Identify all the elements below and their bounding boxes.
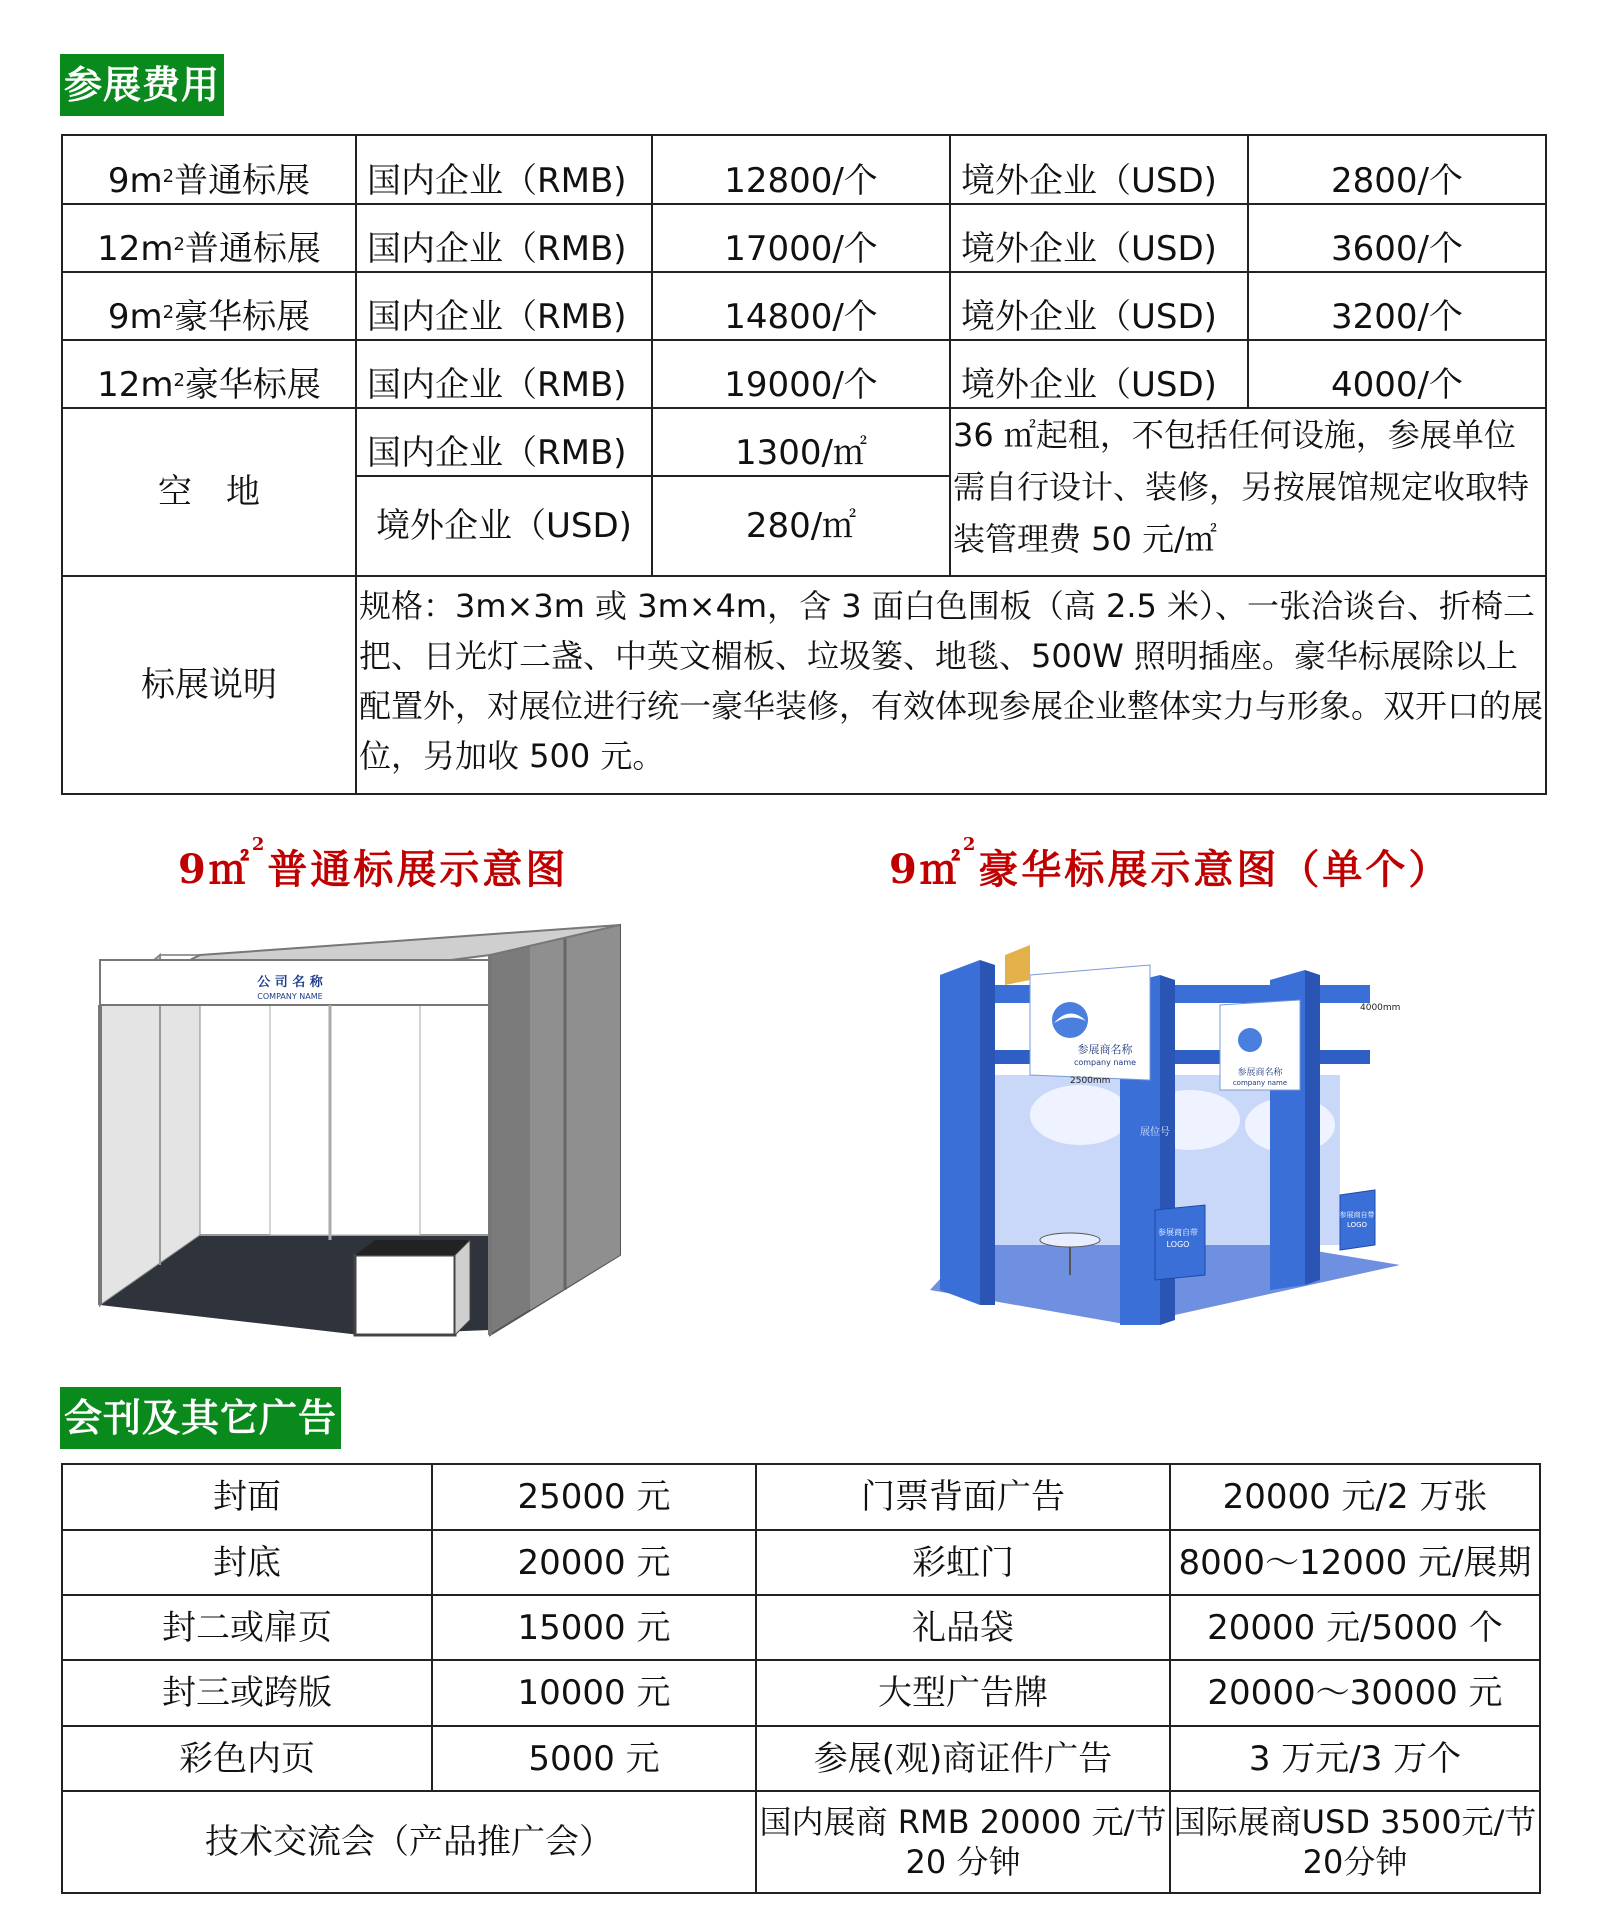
foreign-label: 境外企业（USD) <box>356 476 652 576</box>
raw-space-name: 空 地 <box>62 408 356 576</box>
foreign-label: 境外企业（USD) <box>950 204 1248 272</box>
ad-item: 技术交流会（产品推广会） <box>62 1791 756 1893</box>
booth-type: $9m^2$豪华标展 <box>62 272 356 340</box>
ad-item: 封三或跨版 <box>62 1660 432 1726</box>
booth-type: $9m^2$普通标展 <box>62 135 356 204</box>
ad-item: 封底 <box>62 1530 432 1595</box>
standard-desc-text: 规格：3m×3m 或 3m×4m，含 3 面白色围板（高 2.5 米）、一张洽谈台、折椅二把、日光灯二盏、中英文楣板、垃圾篓、地毯、500W 照明插座。豪华标展除以上配置外，对展位进行统一豪华装修，有效体现参展企业整体实力与形象。双开口的展位，另加收 500 元。 <box>356 576 1546 794</box>
ad-price: 10000 元 <box>432 1660 756 1726</box>
sign2-cn: 参展商名称 <box>1237 1068 1283 1078</box>
foreign-price: 2800/个 <box>1248 135 1546 204</box>
ad-item: 参展(观)商证件广告 <box>756 1726 1170 1791</box>
counter-cn: 参展商自带 <box>1158 1228 1198 1237</box>
foreign-price: 3600/个 <box>1248 204 1546 272</box>
counter2-en: LOGO <box>1346 1221 1368 1229</box>
fascia-en: COMPANY NAME <box>257 992 323 1001</box>
domestic-price: 12800/个 <box>652 135 950 204</box>
booth-type: $12m^2$豪华标展 <box>62 340 356 408</box>
domestic-label: 国内企业（RMB) <box>356 272 652 340</box>
ad-item: 礼品袋 <box>756 1595 1170 1660</box>
foreign-label: 境外企业（USD) <box>950 135 1248 204</box>
ad-price: 25000 元 <box>432 1464 756 1530</box>
domestic-price: 14800/个 <box>652 272 950 340</box>
ads-row <box>62 1726 1540 1791</box>
fee-row <box>62 135 1546 204</box>
section-title-fees: 参展费用 <box>60 54 224 116</box>
caption-luxury-booth: 9㎡$^2$豪华标展示意图（单个） <box>889 834 1452 893</box>
fascia-cn: 公 司 名 称 <box>257 975 323 990</box>
domestic-price: 1300/㎡ <box>652 408 950 476</box>
ads-row <box>62 1791 1540 1893</box>
sign-en: company name <box>1073 1058 1137 1067</box>
ad-price: 国际展商USD 3500元/节 20分钟 <box>1170 1791 1540 1893</box>
ads-row <box>62 1595 1540 1660</box>
counter2-cn: 参展商自带 <box>1339 1211 1375 1219</box>
foreign-label: 境外企业（USD) <box>950 272 1248 340</box>
dim-top: 4000mm <box>1360 1003 1401 1013</box>
fee-row <box>62 204 1546 272</box>
ad-price: 5000 元 <box>432 1726 756 1791</box>
raw-space-note: 36 ㎡起租，不包括任何设施，参展单位需自行设计、装修，另按展馆规定收取特装管理费 50 元/㎡ <box>950 408 1546 576</box>
ads-row <box>62 1464 1540 1530</box>
ads-row <box>62 1660 1540 1726</box>
ad-item: 大型广告牌 <box>756 1660 1170 1726</box>
ad-item: 封面 <box>62 1464 432 1530</box>
ads-table <box>61 1463 1541 1894</box>
ad-price: 15000 元 <box>432 1595 756 1660</box>
raw-space-row <box>62 408 1546 476</box>
foreign-price: 280/㎡ <box>652 476 950 576</box>
ad-item: 门票背面广告 <box>756 1464 1170 1530</box>
sign2-en: company name <box>1232 1079 1288 1087</box>
ad-item: 封二或扉页 <box>62 1595 432 1660</box>
domestic-label: 国内企业（RMB) <box>356 408 652 476</box>
ad-price: 20000 元 <box>432 1530 756 1595</box>
domestic-label: 国内企业（RMB) <box>356 340 652 408</box>
foreign-price: 4000/个 <box>1248 340 1546 408</box>
ad-price: 8000～12000 元/展期 <box>1170 1530 1540 1595</box>
counter-en: LOGO <box>1166 1240 1190 1249</box>
ad-item: 彩色内页 <box>62 1726 432 1791</box>
pillar-label: 展位号 <box>1140 1127 1170 1138</box>
standard-desc-row <box>62 576 1546 794</box>
caption-standard-booth: 9㎡$^2$普通标展示意图 <box>178 834 569 893</box>
fee-table <box>61 134 1547 795</box>
ad-price: 3 万元/3 万个 <box>1170 1726 1540 1791</box>
ad-price: 20000 元/5000 个 <box>1170 1595 1540 1660</box>
section-title-ads: 会刊及其它广告 <box>60 1387 341 1449</box>
fee-row <box>62 272 1546 340</box>
ad-price: 20000 元/2 万张 <box>1170 1464 1540 1530</box>
sign-cn: 参展商名称 <box>1077 1043 1133 1056</box>
luxury-booth-illustration <box>920 905 1410 1355</box>
fee-row <box>62 340 1546 408</box>
standard-desc-name: 标展说明 <box>62 576 356 794</box>
domestic-label: 国内企业（RMB) <box>356 204 652 272</box>
domestic-price: 17000/个 <box>652 204 950 272</box>
dim-mid: 2500mm <box>1070 1076 1111 1086</box>
ad-item: 彩虹门 <box>756 1530 1170 1595</box>
standard-booth-illustration <box>60 895 660 1355</box>
booth-type: $12m^2$普通标展 <box>62 204 356 272</box>
ad-price: 国内展商 RMB 20000 元/节 20 分钟 <box>756 1791 1170 1893</box>
ads-row <box>62 1530 1540 1595</box>
ad-price: 20000～30000 元 <box>1170 1660 1540 1726</box>
foreign-price: 3200/个 <box>1248 272 1546 340</box>
domestic-price: 19000/个 <box>652 340 950 408</box>
domestic-label: 国内企业（RMB) <box>356 135 652 204</box>
foreign-label: 境外企业（USD) <box>950 340 1248 408</box>
